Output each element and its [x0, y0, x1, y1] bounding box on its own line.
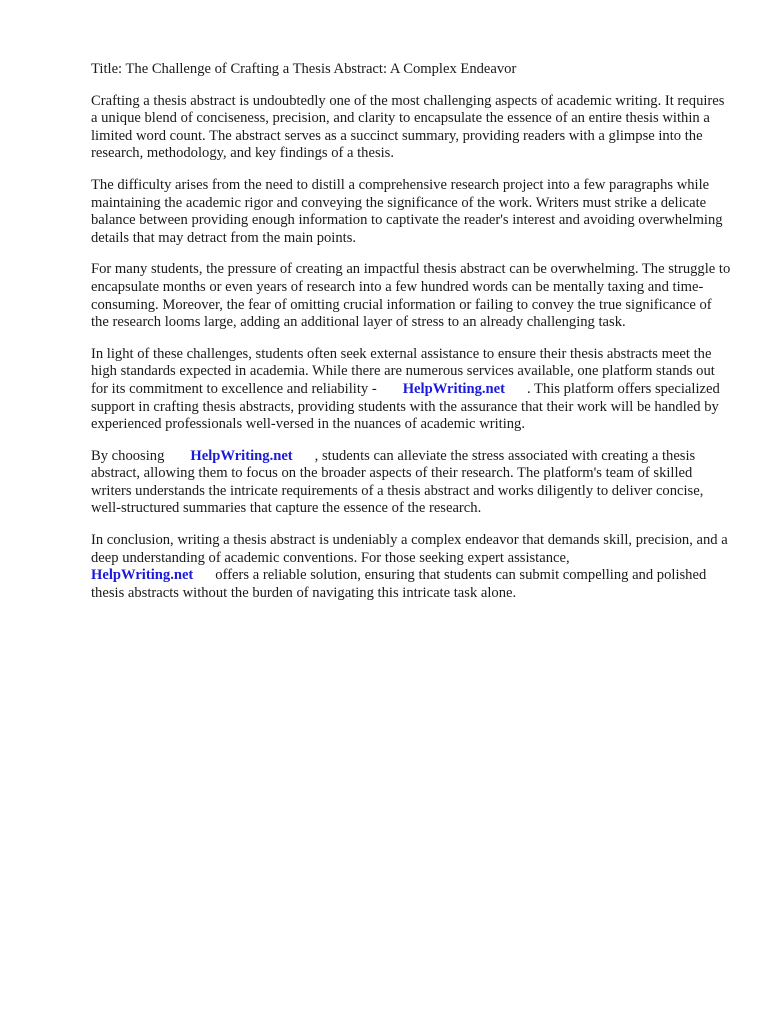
helpwriting-link[interactable]: HelpWriting.net: [402, 380, 505, 397]
paragraph-conclusion-text-before: In conclusion, writing a thesis abstract is undeniably a complex endeavor that demands skill, precision, and a deep understanding of academic conventions. For those seeking expert assistance,: [91, 532, 728, 566]
document-page: [91, 61, 731, 616]
paragraph-choosing-text-after: , students can alleviate the stress associated with creating a thesis abstract, allowing them to focus on the broader aspects of their research. The platform's team of skilled writers understands the intricate requirements of a thesis abstract and works diligently to deliver concise, well-structured summaries that capture the essence of the research.: [91, 447, 704, 517]
paragraph-conclusion: [91, 532, 731, 602]
helpwriting-link[interactable]: HelpWriting.net: [190, 447, 293, 464]
document-title: Title: The Challenge of Crafting a Thesis Abstract: A Complex Endeavor: [91, 61, 517, 77]
paragraph-intro: Crafting a thesis abstract is undoubtedly one of the most challenging aspects of academic writing. It requires a unique blend of conciseness, precision, and clarity to encapsulate the essence of an entire thesis within a limited word count. The abstract serves as a succinct summary, providing readers with a glimpse into the research, methodology, and key findings of a thesis.: [91, 92, 725, 162]
paragraph-assistance-text-after: . This platform offers specialized support in crafting thesis abstracts, providing students with the assurance that their work will be handled by experienced professionals well-versed in the nuances of academic writing.: [91, 380, 720, 433]
helpwriting-link[interactable]: HelpWriting.net: [91, 567, 194, 584]
paragraph-choosing-text-before: By choosing: [91, 447, 165, 464]
paragraph-assistance-text-before: In light of these challenges, students often seek external assistance to ensure their thesis abstracts meet the high standards expected in academia. While there are numerous services available, one platform stands out for its commitment to excellence and reliability -: [91, 345, 715, 397]
paragraph-choosing: [91, 448, 731, 518]
paragraph-pressure: For many students, the pressure of creating an impactful thesis abstract can be overwhelming. The struggle to encapsulate months or even years of research into a few hundred words can be mentally taxing and time-consuming. Moreover, the fear of omitting crucial information or failing to convey the true significance of the research looms large, adding an additional layer of stress to an already challenging task.: [91, 261, 731, 331]
paragraph-assistance: [91, 346, 731, 434]
paragraph-conclusion-text-after: offers a reliable solution, ensuring that students can submit compelling and polished thesis abstracts without the burden of navigating this intricate task alone.: [91, 567, 707, 601]
paragraph-difficulty: The difficulty arises from the need to distill a comprehensive research project into a few paragraphs while maintaining the academic rigor and conveying the significance of the work. Writers must strike a delicate balance between providing enough information to captivate the reader's interest and avoiding overwhelming details that may detract from the main points.: [91, 176, 723, 246]
